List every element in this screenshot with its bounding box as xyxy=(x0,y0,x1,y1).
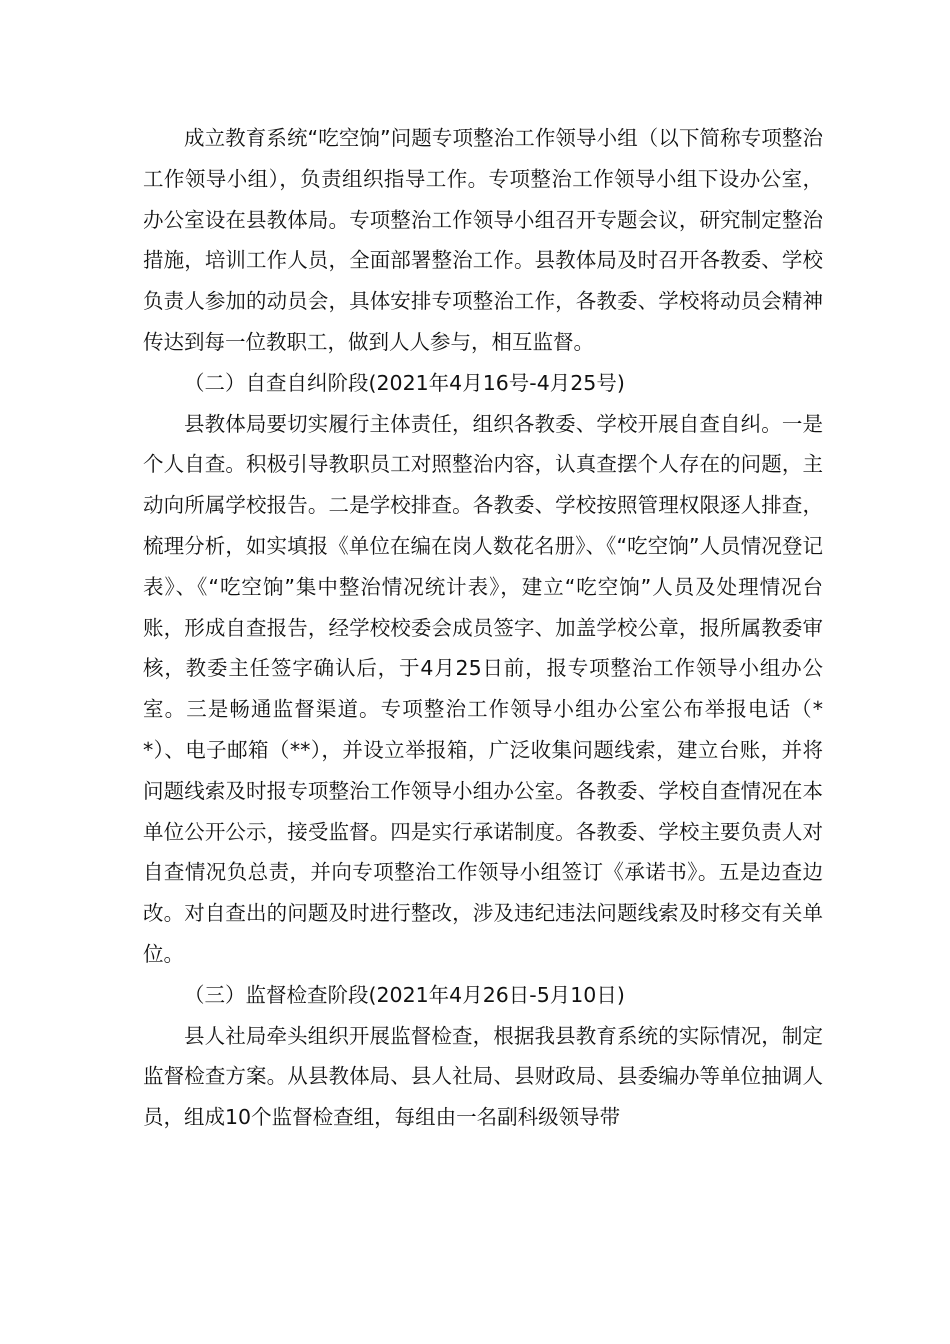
paragraph-organization: 成立教育系统“吃空饷”问题专项整治工作领导小组（以下简称专项整治工作领导小组），负责组织指导工作。专项整治工作领导小组下设办公室，办公室设在县教体局。专项整治工作领导小组召开专题会议，研究制定整治措施，培训工作人员，全面部署整治工作。县教体局及时召开各教委、学校负责人参加的动员会，具体安排专项整治工作，各教委、学校将动员会精神传达到每一位教职工，做到人人参与，相互监督。 xyxy=(143,126,823,354)
section-heading-self-inspection: （二）自查自纠阶段(2021年4月16号-4月25号) xyxy=(184,370,625,395)
document-body xyxy=(143,118,823,1138)
section-heading-supervision: （三）监督检查阶段(2021年4月26日-5月10日) xyxy=(184,982,625,1007)
paragraph-self-inspection: 县教体局要切实履行主体责任，组织各教委、学校开展自查自纠。一是个人自查。积极引导教职员工对照整治内容，认真查摆个人存在的问题，主动向所属学校报告。二是学校排查。各教委、学校按照管理权限逐人排查，梳理分析，如实填报《单位在编在岗人数花名册》、《“吃空饷”人员情况登记表》、《“吃空饷”集中整治情况统计表》，建立“吃空饷”人员及处理情况台账，形成自查报告，经学校校委会成员签字、加盖学校公章，报所属教委审核，教委主任签字确认后，于4月25日前，报专项整治工作领导小组办公室。三是畅通监督渠道。专项整治工作领导小组办公室公布举报电话（**）、电子邮箱（**），并设立举报箱，广泛收集问题线索，建立台账，并将问题线索及时报专项整治工作领导小组办公室。各教委、学校自查情况在本单位公开公示，接受监督。四是实行承诺制度。各教委、学校主要负责人对自查情况负总责，并向专项整治工作领导小组签订《承诺书》。五是边查边改。对自查出的问题及时进行整改，涉及违纪违法问题线索及时移交有关单位。 xyxy=(143,411,823,966)
paragraph-supervision: 县人社局牵头组织开展监督检查，根据我县教育系统的实际情况，制定监督检查方案。从县教体局、县人社局、县财政局、县委编办等单位抽调人员，组成10个监督检查组，每组由一名副科级领导带 xyxy=(143,1023,823,1130)
